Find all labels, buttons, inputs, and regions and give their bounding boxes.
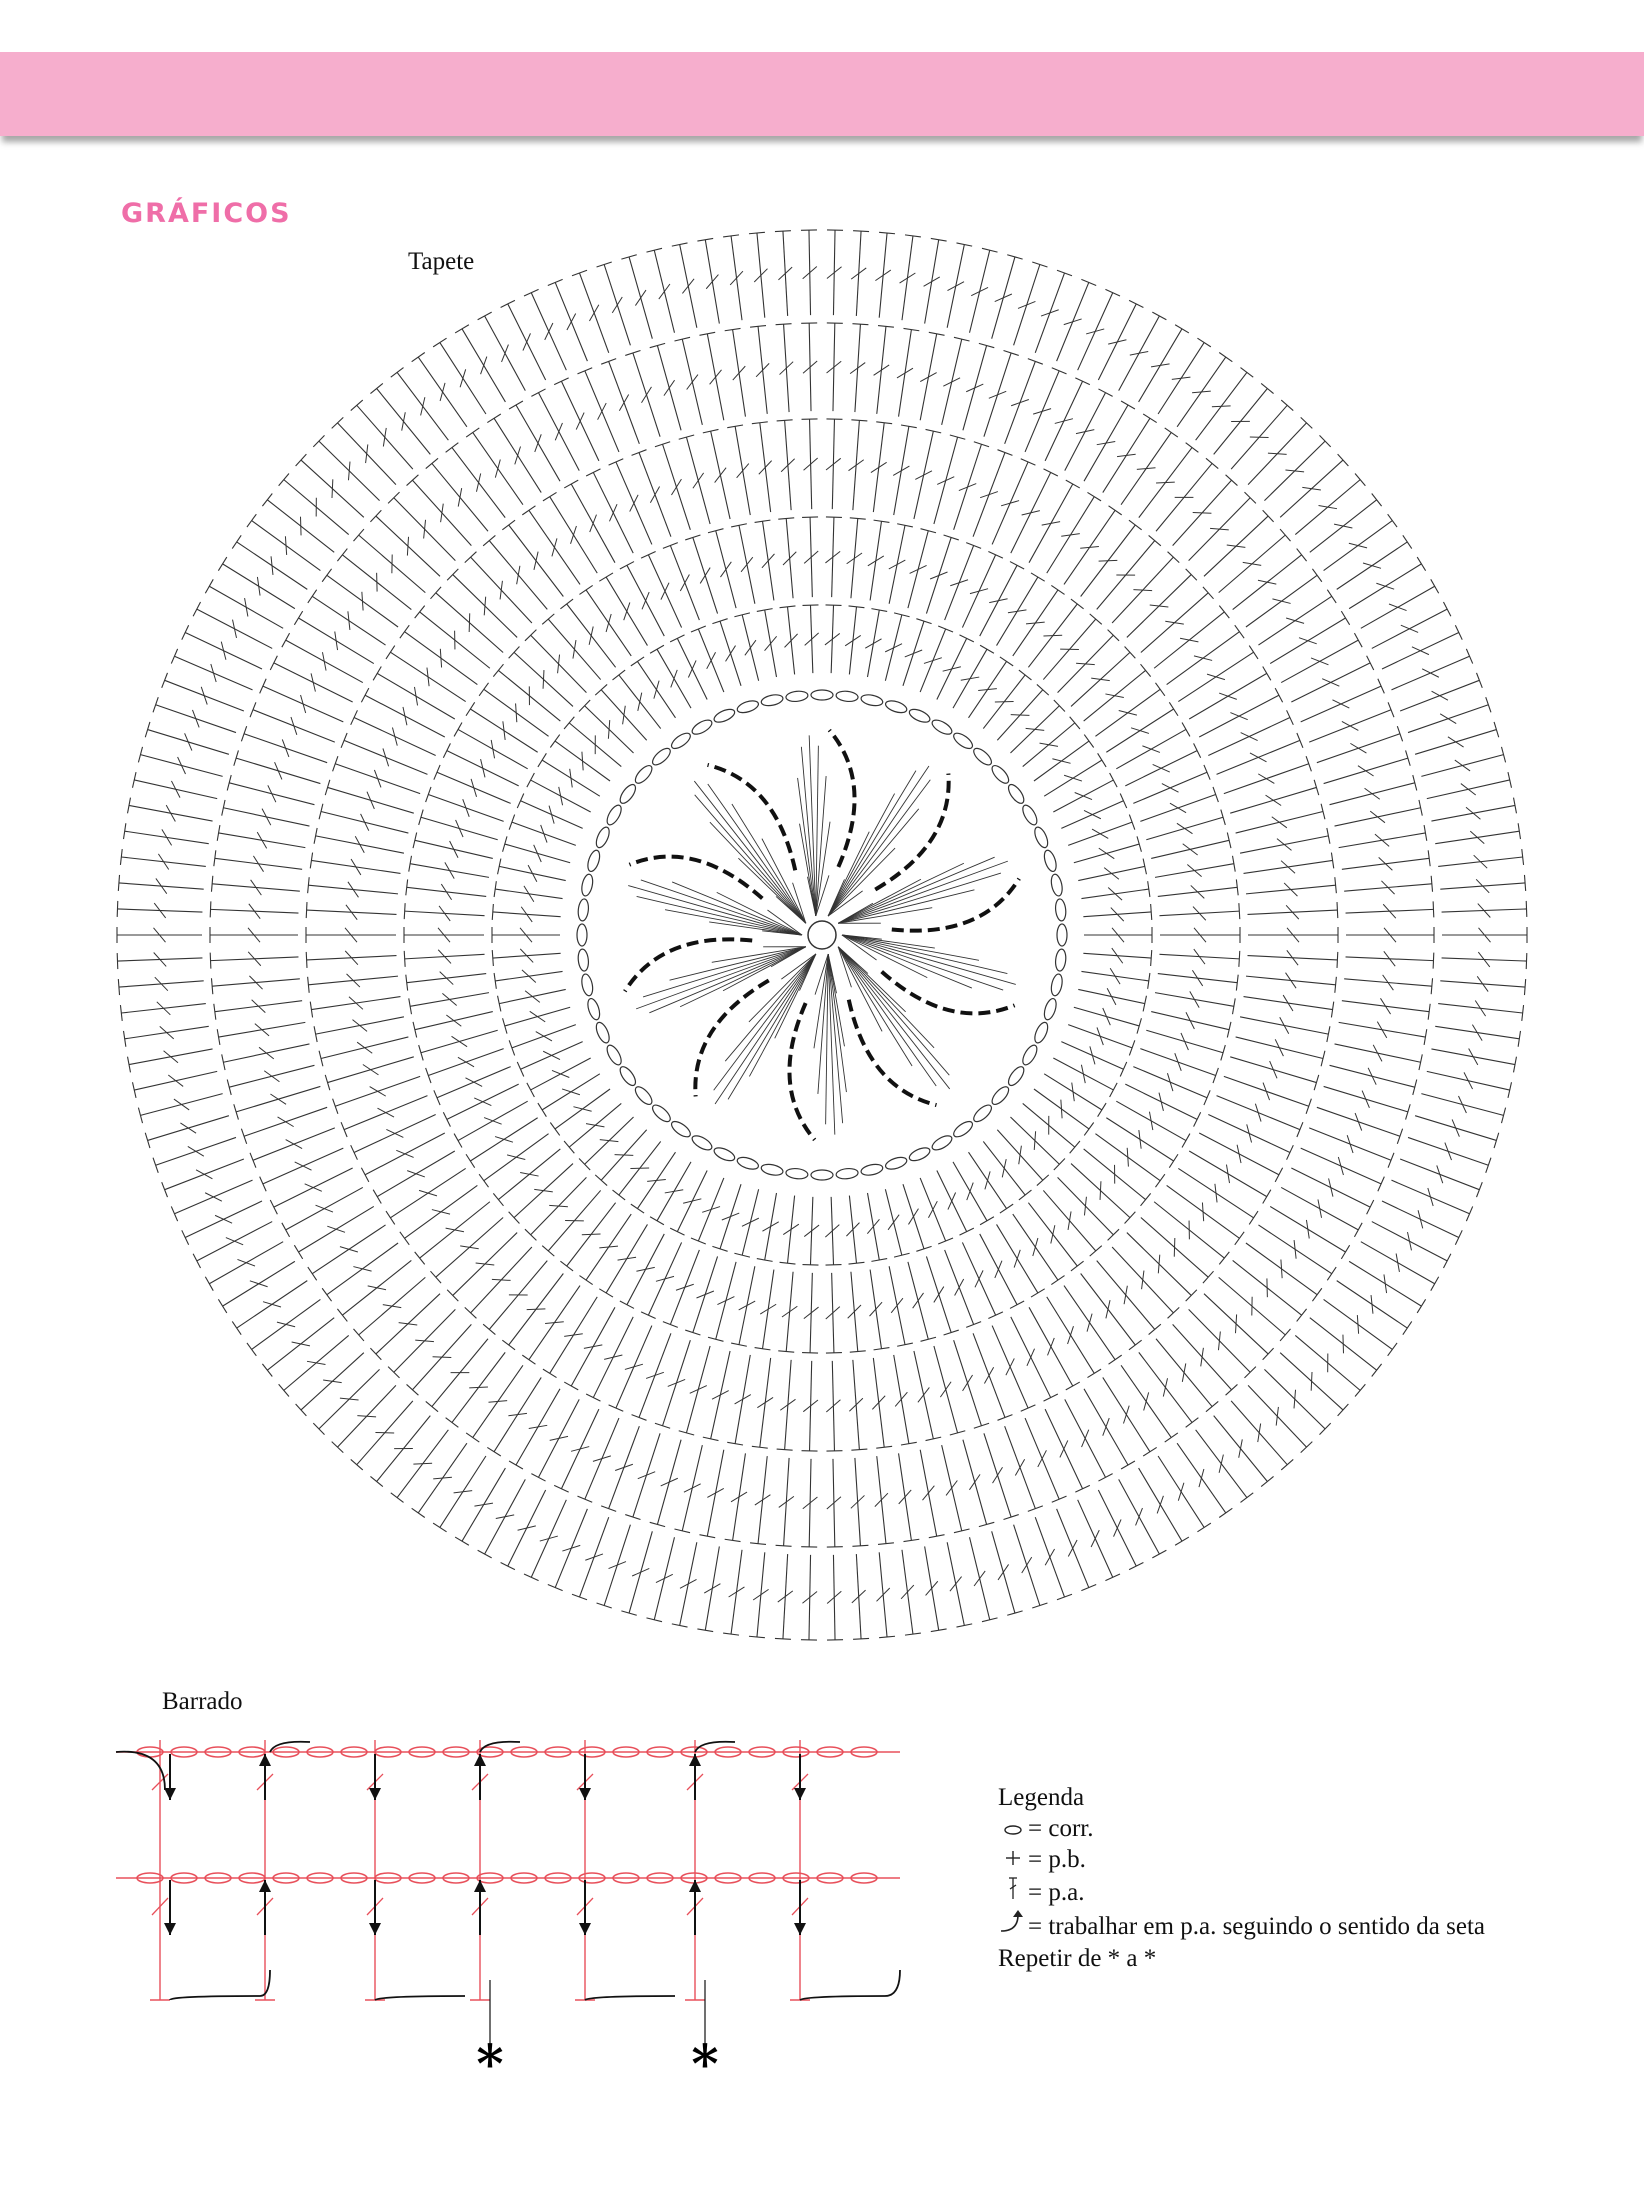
plus-cross-icon bbox=[998, 1844, 1028, 1875]
tapete-label: Tapete bbox=[408, 248, 475, 275]
tapete-chain-ring bbox=[577, 690, 1067, 1180]
repeat-asterisk: * bbox=[476, 2034, 504, 2090]
legend-repeat-note: Repetir de * a * bbox=[998, 1945, 1157, 1972]
tapete-center-ring bbox=[808, 921, 836, 949]
tapete-center-petals bbox=[625, 730, 1019, 1140]
tapete-stitch-rings bbox=[117, 230, 1527, 1640]
legend-item-arrow bbox=[998, 1909, 1485, 1943]
double-crochet-icon bbox=[998, 1875, 1028, 1909]
section-title: GRÁFICOS bbox=[121, 198, 292, 229]
barrado-label: Barrado bbox=[162, 1688, 243, 1715]
legend-item-double bbox=[998, 1875, 1485, 1909]
repeat-asterisk: * bbox=[691, 2034, 719, 2090]
barrado-chart bbox=[110, 1730, 930, 2090]
legend-item-label: = p.b. bbox=[1028, 1846, 1086, 1873]
legend-item-single bbox=[998, 1844, 1485, 1875]
legend bbox=[998, 1782, 1485, 1974]
curved-arrow-icon bbox=[998, 1909, 1028, 1943]
legend-item-chain bbox=[998, 1813, 1485, 1844]
legend-title: Legenda bbox=[998, 1784, 1085, 1811]
chain-oval-icon bbox=[998, 1813, 1028, 1844]
legend-item-label: = corr. bbox=[1028, 1815, 1094, 1842]
legend-item-label: = trabalhar em p.a. seguindo o sentido da seta bbox=[1028, 1912, 1486, 1940]
legend-item-label: = p.a. bbox=[1028, 1878, 1085, 1906]
